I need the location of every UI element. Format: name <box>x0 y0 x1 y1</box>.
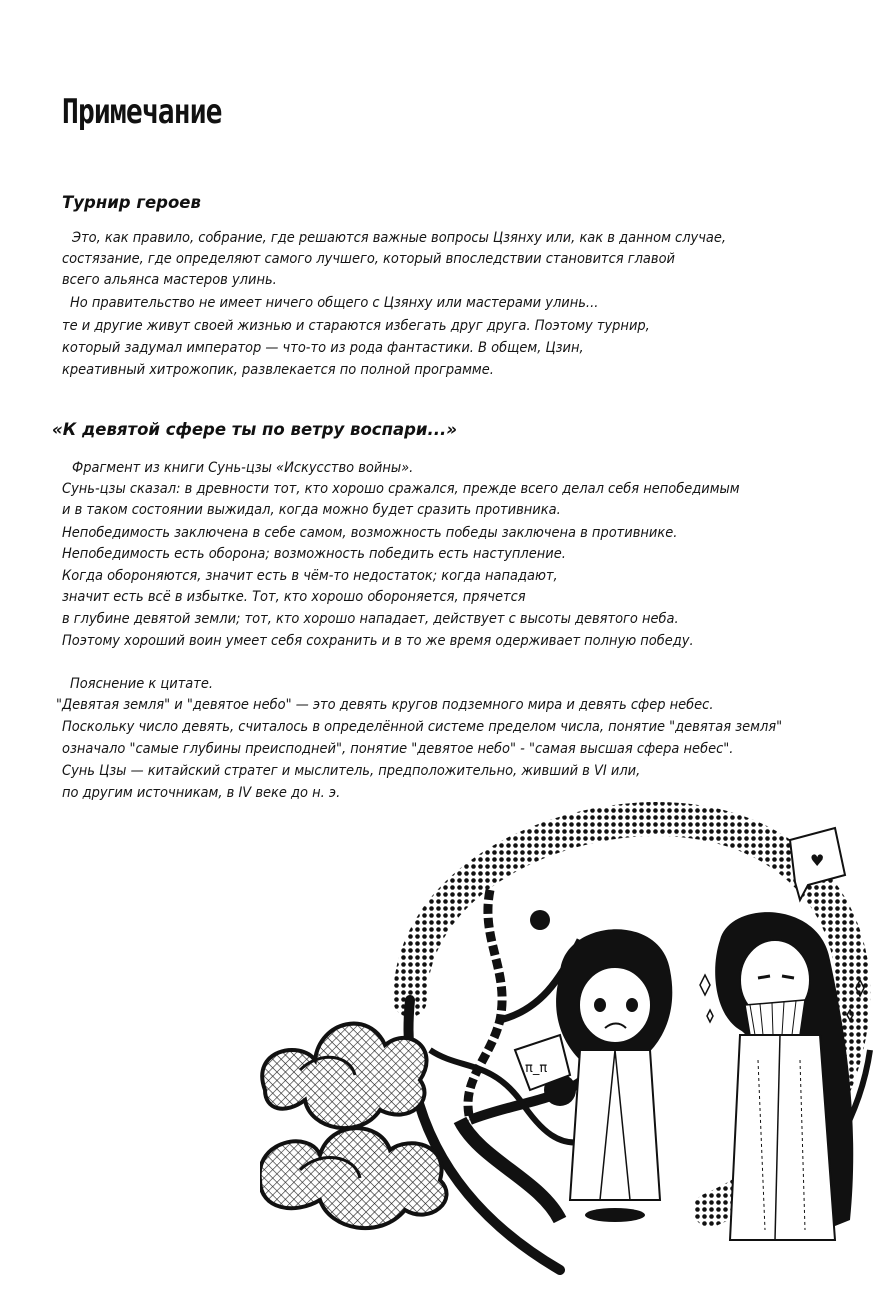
manga-illustration <box>260 800 881 1300</box>
character-left <box>556 929 672 1222</box>
character-right <box>715 912 853 1240</box>
text-line: Непобедимость есть оборона; возможность победить есть наступление. <box>62 546 566 562</box>
text-line: Сунь Цзы — китайский стратег и мыслитель, предположительно, живший в VI или, <box>62 763 641 779</box>
text-line: Но правительство не имеет ничего общего с Цзянху или мастерами улинь... <box>70 295 599 311</box>
text-line: означало "самые глубины преисподней", понятие "девятое небо" - "самая высшая сфера небес". <box>62 741 734 757</box>
text-line: всего альянса мастеров улинь. <box>62 272 277 288</box>
section-title-tournament: Турнир героев <box>62 193 201 212</box>
text-line: Пояснение к цитате. <box>70 676 214 692</box>
cloud-swirls <box>260 1024 447 1229</box>
text-line: состязание, где определяют самого лучшего, который впоследствии становится главой <box>62 251 676 267</box>
text-line: Это, как правило, собрание, где решаются важные вопросы Цзянху или, как в данном случае, <box>72 230 727 246</box>
text-line: который задумал император — что-то из рода фантастики. В общем, Цзин, <box>62 340 584 356</box>
text-line: Поскольку число девять, считалось в определённой системе пределом числа, понятие "девятая земля" <box>62 719 783 735</box>
text-line: Поэтому хороший воин умеет себя сохранить и в то же время одерживает полную победу. <box>62 633 694 649</box>
text-line: и в таком состоянии выжидал, когда можно будет сразить противника. <box>62 502 561 518</box>
text-line: "Девятая земля" и "девятое небо" — это девять кругов подземного мира и девять сфер небес. <box>56 697 714 713</box>
text-line: креативный хитрожопик, развлекается по полной программе. <box>62 362 494 378</box>
text-line: те и другие живут своей жизнью и стараются избегать друг друга. Поэтому турнир, <box>62 318 650 334</box>
text-line: в глубине девятой земли; тот, кто хорошо нападает, действует с высоты девятого неба. <box>62 611 679 627</box>
sign-text: π_π <box>525 1061 548 1076</box>
text-line: Сунь-цзы сказал: в древности тот, кто хорошо сражался, прежде всего делал себя непобедимым <box>62 481 740 497</box>
text-line: Непобедимость заключена в себе самом, возможность победы заключена в противнике. <box>62 525 678 541</box>
heart-icon: ♥ <box>810 851 825 870</box>
text-line: Фрагмент из книги Сунь-цзы «Искусство войны». <box>72 460 414 476</box>
page-title: Примечание <box>62 92 222 132</box>
text-line: Когда обороняются, значит есть в чём-то недостаток; когда нападают, <box>62 568 558 584</box>
section-title-ninth-sphere: «К девятой сфере ты по ветру воспари...» <box>52 420 458 439</box>
text-line: по другим источникам, в IV веке до н. э. <box>62 785 341 801</box>
text-line: значит есть всё в избытке. Тот, кто хорошо обороняется, прячется <box>62 589 526 605</box>
